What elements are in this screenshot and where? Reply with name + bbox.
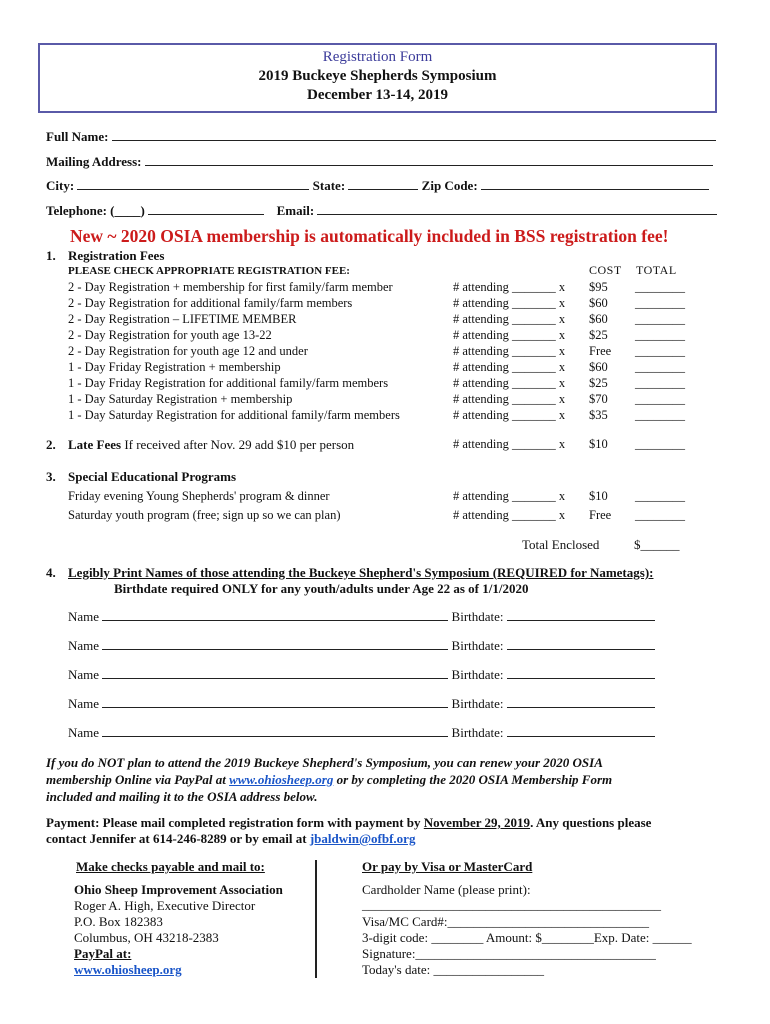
telephone-area-code[interactable]: (____) — [110, 203, 145, 218]
payment-text-c: contact Jennifer at 614-246-8289 or by email at — [46, 831, 310, 846]
section2-number: 2. — [46, 437, 56, 452]
paypal-link[interactable]: www.ohiosheep.org — [74, 962, 182, 977]
attendee-row — [68, 637, 655, 654]
contact-email-link[interactable]: jbaldwin@ofbf.org — [309, 831, 416, 846]
name-label: Name — [68, 609, 100, 624]
section1-subtitle: PLEASE CHECK APPROPRIATE REGISTRATION FEE: — [68, 265, 350, 277]
birthdate-label: Birthdate: — [451, 609, 504, 624]
late-fees-cost: $10 — [589, 437, 608, 451]
card-heading: Or pay by Visa or MasterCard — [362, 859, 533, 874]
city-label: City: — [46, 178, 75, 193]
attendee-birthdate-field[interactable] — [507, 608, 655, 621]
fee-label: 2 - Day Registration for additional family/farm members — [68, 296, 353, 310]
mail-city: Columbus, OH 43218-2383 — [74, 930, 219, 945]
birthdate-label: Birthdate: — [451, 725, 504, 740]
section2-row — [68, 437, 354, 453]
zip-label: Zip Code: — [421, 178, 478, 193]
program-cost: $10 — [589, 489, 608, 503]
section3-title: Special Educational Programs — [68, 469, 237, 484]
full-name-label: Full Name: — [46, 129, 109, 144]
fee-attending-field[interactable]: # attending _______ x — [453, 280, 566, 294]
event-dates: December 13-14, 2019 — [307, 87, 448, 103]
section4-subtitle: Birthdate required ONLY for any youth/adults under Age 22 as of 1/1/2020 — [114, 581, 529, 596]
attendee-birthdate-field[interactable] — [507, 666, 655, 679]
fee-attending-field[interactable]: # attending _______ x — [453, 296, 566, 310]
birthdate-label: Birthdate: — [451, 696, 504, 711]
fee-cost: $70 — [589, 392, 608, 406]
attendee-row — [68, 608, 655, 625]
fee-label: 2 - Day Registration + membership for first family/farm member — [68, 280, 393, 294]
telephone-row — [46, 202, 717, 219]
fee-total-field[interactable]: ________ — [635, 344, 685, 358]
fee-label: 1 - Day Saturday Registration + membership — [68, 392, 293, 406]
online-note-text-a: membership Online via PayPal at — [46, 772, 230, 787]
online-note-text-b: or by completing the 2020 OSIA Membership Form — [333, 772, 613, 787]
section1-title: Registration Fees — [68, 248, 165, 263]
name-label: Name — [68, 696, 100, 711]
ohiosheep-link[interactable]: www.ohiosheep.org — [229, 772, 334, 787]
online-note-line2 — [46, 772, 612, 788]
signature-field[interactable]: Signature:_____________________________________ — [362, 946, 656, 961]
city-row — [46, 177, 709, 194]
mailing-address-label: Mailing Address: — [46, 154, 142, 169]
payment-line1 — [46, 815, 651, 831]
payment-line2 — [46, 831, 415, 847]
fee-attending-field[interactable]: # attending _______ x — [453, 392, 566, 406]
event-title: 2019 Buckeye Shepherds Symposium — [258, 68, 497, 84]
title-box — [38, 43, 717, 113]
program-attending-field[interactable]: # attending _______ x — [453, 508, 566, 522]
mail-po-box: P.O. Box 182383 — [74, 914, 163, 929]
telephone-field[interactable] — [148, 202, 264, 215]
card-code-amount-exp[interactable]: 3-digit code: ________ Amount: $________Exp. Date: ______ — [362, 930, 692, 945]
fee-cost: Free — [589, 344, 612, 358]
late-fees-desc: If received after Nov. 29 add $10 per person — [124, 437, 355, 452]
fee-cost: $60 — [589, 360, 608, 374]
attendee-row — [68, 695, 655, 712]
zip-field[interactable] — [481, 177, 709, 190]
fee-attending-field[interactable]: # attending _______ x — [453, 376, 566, 390]
form-title: Registration Form — [322, 49, 433, 65]
fee-cost: $35 — [589, 408, 608, 422]
payment-text-a: Payment: Please mail completed registration form with payment by — [46, 815, 424, 830]
fee-label: 2 - Day Registration for youth age 13-22 — [68, 328, 272, 342]
cost-header: COST — [589, 263, 622, 277]
fee-cost: $60 — [589, 296, 608, 310]
attendee-name-field[interactable] — [102, 695, 448, 708]
fee-attending-field[interactable]: # attending _______ x — [453, 360, 566, 374]
cardholder-field[interactable]: ______________________________________________ — [362, 897, 661, 912]
email-field[interactable] — [317, 202, 717, 215]
fee-cost: $25 — [589, 376, 608, 390]
section3-number: 3. — [46, 469, 56, 484]
membership-notice: New ~ 2020 OSIA membership is automatically included in BSS registration fee! — [70, 226, 669, 246]
telephone-label: Telephone: — [46, 203, 107, 218]
attendee-name-field[interactable] — [102, 724, 448, 737]
fee-cost: $95 — [589, 280, 608, 294]
fee-total-field[interactable]: ________ — [635, 376, 685, 390]
attendee-birthdate-field[interactable] — [507, 637, 655, 650]
birthdate-label: Birthdate: — [451, 638, 504, 653]
fee-total-field[interactable]: ________ — [635, 360, 685, 374]
full-name-field[interactable] — [112, 128, 716, 141]
attendee-name-field[interactable] — [102, 666, 448, 679]
online-note-line1: If you do NOT plan to attend the 2019 Buckeye Shepherd's Symposium, you can renew your 2020 OSIA — [46, 755, 603, 770]
fee-attending-field[interactable]: # attending _______ x — [453, 344, 566, 358]
mailing-address-row — [46, 153, 713, 170]
fee-label: 2 - Day Registration – LIFETIME MEMBER — [68, 312, 297, 326]
program-attending-field[interactable]: # attending _______ x — [453, 489, 566, 503]
late-fees-title: Late Fees — [68, 437, 122, 452]
cardholder-label: Cardholder Name (please print): — [362, 882, 531, 897]
today-date-field[interactable]: Today's date: _________________ — [362, 962, 544, 977]
fee-total-field[interactable]: ________ — [635, 280, 685, 294]
section1-number: 1. — [46, 248, 56, 263]
fee-label: 1 - Day Friday Registration + membership — [68, 360, 281, 374]
attendee-birthdate-field[interactable] — [507, 724, 655, 737]
city-field[interactable] — [77, 177, 309, 190]
total-enclosed-label: Total Enclosed — [522, 537, 600, 552]
full-name-row — [46, 128, 716, 145]
name-label: Name — [68, 638, 100, 653]
program-cost: Free — [589, 508, 612, 522]
attendee-birthdate-field[interactable] — [507, 695, 655, 708]
fee-total-field[interactable]: ________ — [635, 296, 685, 310]
mail-org: Ohio Sheep Improvement Association — [74, 882, 283, 897]
fee-cost: $60 — [589, 312, 608, 326]
fee-attending-field[interactable]: # attending _______ x — [453, 312, 566, 326]
fee-label: 1 - Day Saturday Registration for additional family/farm members — [68, 408, 400, 422]
name-label: Name — [68, 725, 100, 740]
birthdate-label: Birthdate: — [451, 667, 504, 682]
column-divider — [315, 860, 317, 978]
late-fees-qty[interactable]: # attending _______ x — [453, 437, 566, 451]
fee-attending-field[interactable]: # attending _______ x — [453, 328, 566, 342]
total-header: TOTAL — [636, 263, 677, 277]
program-label: Friday evening Young Shepherds' program & dinner — [68, 489, 330, 503]
fee-attending-field[interactable]: # attending _______ x — [453, 408, 566, 422]
payment-deadline: November 29, 2019 — [423, 815, 531, 830]
card-number-field[interactable]: Visa/MC Card#:_______________________________ — [362, 914, 650, 929]
program-total-field[interactable]: ________ — [635, 489, 685, 503]
fee-label: 1 - Day Friday Registration for additional family/farm members — [68, 376, 389, 390]
state-field[interactable] — [348, 177, 418, 190]
total-enclosed-field[interactable]: $______ — [634, 537, 680, 552]
fee-total-field[interactable]: ________ — [635, 328, 685, 342]
state-label: State: — [312, 178, 346, 193]
payment-text-b: . Any questions please — [530, 815, 652, 830]
program-total-field[interactable]: ________ — [635, 508, 685, 522]
fee-label: 2 - Day Registration for youth age 12 and under — [68, 344, 308, 358]
attendee-name-field[interactable] — [102, 608, 448, 621]
program-label: Saturday youth program (free; sign up so we can plan) — [68, 508, 341, 522]
mail-heading: Make checks payable and mail to: — [76, 859, 265, 874]
email-label: Email: — [276, 203, 315, 218]
fee-total-field[interactable]: ________ — [635, 392, 685, 406]
late-fees-total[interactable]: ________ — [635, 437, 685, 451]
online-note-line3: included and mailing it to the OSIA address below. — [46, 789, 318, 804]
mailing-address-field[interactable] — [145, 153, 713, 166]
attendee-row — [68, 724, 655, 741]
section4-title: Legibly Print Names of those attending the Buckeye Shepherd's Symposium (REQUIRED for Nametags): — [68, 565, 654, 580]
attendee-row — [68, 666, 655, 683]
name-label: Name — [68, 667, 100, 682]
fee-total-field[interactable]: ________ — [635, 312, 685, 326]
section4-number: 4. — [46, 565, 56, 580]
attendee-name-field[interactable] — [102, 637, 448, 650]
mail-contact: Roger A. High, Executive Director — [74, 898, 256, 913]
paypal-label: PayPal at: — [74, 946, 132, 961]
fee-total-field[interactable]: ________ — [635, 408, 685, 422]
fee-cost: $25 — [589, 328, 608, 342]
